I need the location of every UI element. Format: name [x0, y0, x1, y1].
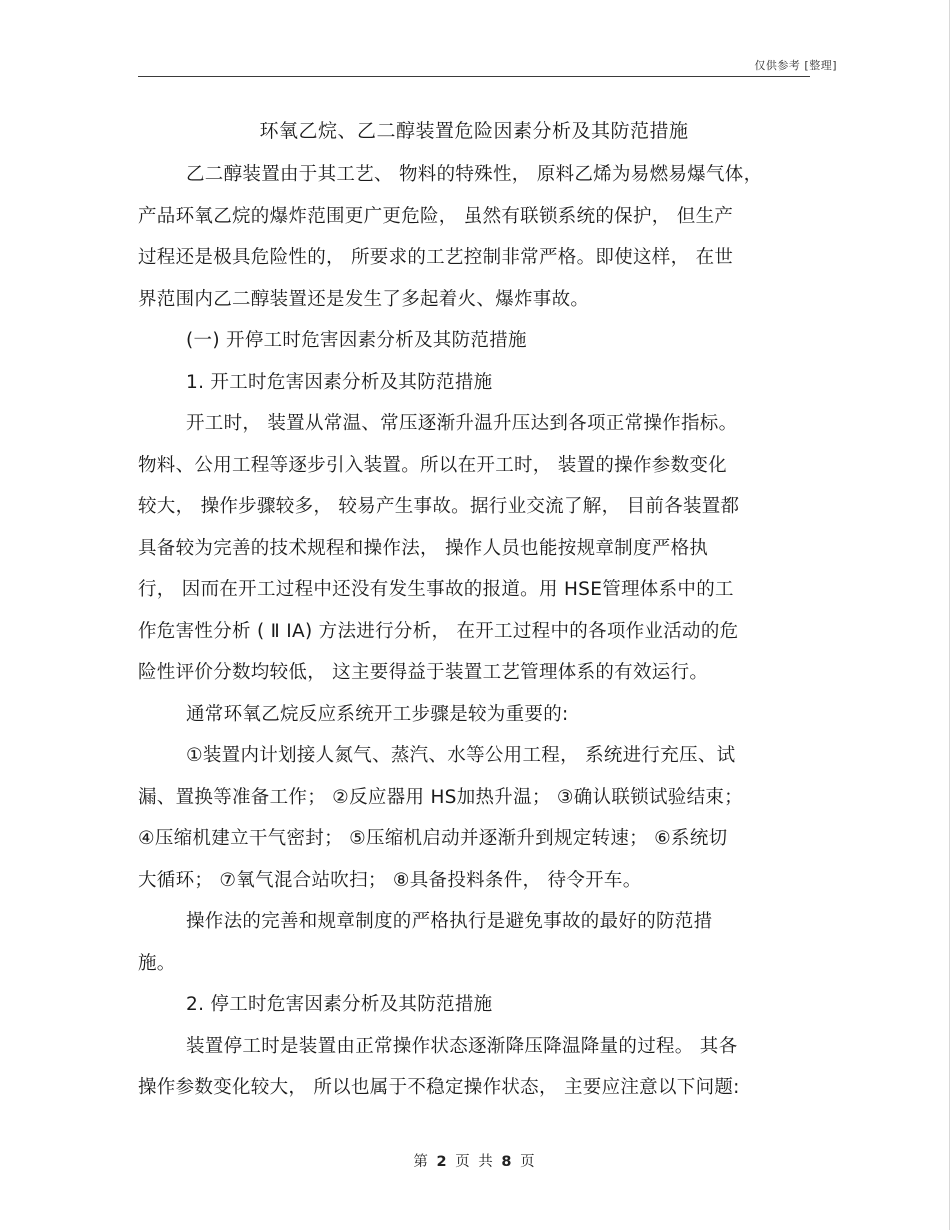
- body-line: 通常环氧乙烷反应系统开工步骤是较为重要的:: [186, 703, 569, 725]
- body-line: 施。: [138, 952, 176, 974]
- body-line: 行， 因而在开工过程中还没有发生事故的报道。用 HSE管理体系中的工: [138, 579, 734, 600]
- current-page-number: 2: [436, 1154, 449, 1170]
- body-line: 较大， 操作步骤较多， 较易产生事故。据行业交流了解， 目前各装置都: [138, 496, 740, 517]
- document-title: 环氧乙烷、乙二醇装置危险因素分析及其防范措施: [259, 120, 689, 142]
- body-line: 产品环氧乙烷的爆炸范围更广更危险， 虽然有联锁系统的保护， 但生产: [138, 205, 734, 227]
- body-line: 作危害性分析 ( Ⅱ IA) 方法进行分析， 在开工过程中的各项作业活动的危: [138, 620, 739, 642]
- body-line: 物料、公用工程等逐步引入装置。所以在开工时， 装置的操作参数变化: [138, 454, 727, 476]
- body-line: 险性评价分数均较低， 这主要得益于装置工艺管理体系的有效运行。: [138, 662, 709, 683]
- body-line: 乙二醇装置由于其工艺、 物料的特殊性， 原料乙烯为易燃易爆气体，: [186, 164, 763, 185]
- page-number-footer: [0, 1150, 950, 1171]
- total-pages-number: 8: [501, 1154, 514, 1170]
- body-line: 装置停工时是装置由正常操作状态逐渐降压降温降量的过程。 其各: [186, 1035, 738, 1057]
- header-note: 仅供参考 [整理]: [754, 59, 837, 72]
- body-line: ①装置内计划接人氮气、蒸汽、水等公用工程， 系统进行充压、试: [186, 745, 736, 766]
- body-line: 2. 停工时危害因素分析及其防范措施: [186, 994, 493, 1015]
- body-line: 操作法的完善和规章制度的严格执行是避免事故的最好的防范措: [186, 911, 713, 932]
- body-line: ④压缩机建立干气密封； ⑤压缩机启动并逐渐升到规定转速； ⑥系统切: [138, 828, 728, 849]
- header-divider: [138, 76, 810, 77]
- page-prefix: 第: [413, 1154, 430, 1170]
- document-body: [138, 154, 810, 1109]
- body-line: 大循环； ⑦氧气混合站吹扫； ⑧具备投料条件， 待令开车。: [138, 869, 642, 891]
- body-line: 开工时， 装置从常温、常压逐渐升温升压达到各项正常操作指标。: [186, 413, 738, 434]
- body-line: 1. 开工时危害因素分析及其防范措施: [186, 371, 493, 393]
- page-middle-text: 页 共: [455, 1154, 495, 1170]
- body-line: 过程还是极具危险性的， 所要求的工艺控制非常严格。即使这样， 在世: [138, 247, 734, 268]
- body-line: 具备较为完善的技术规程和操作法， 操作人员也能按规章制度严格执: [138, 537, 709, 559]
- body-line: 漏、置换等准备工作； ②反应器用 HS加热升温； ③确认联锁试验结束；: [138, 786, 743, 808]
- page-suffix: 页: [520, 1154, 537, 1170]
- body-line: 界范围内乙二醇装置还是发生了多起着火、爆炸事故。: [138, 288, 590, 310]
- body-line: (一) 开停工时危害因素分析及其防范措施: [186, 330, 527, 351]
- body-line: 操作参数变化较大， 所以也属于不稳定操作状态， 主要应注意以下问题:: [138, 1077, 740, 1098]
